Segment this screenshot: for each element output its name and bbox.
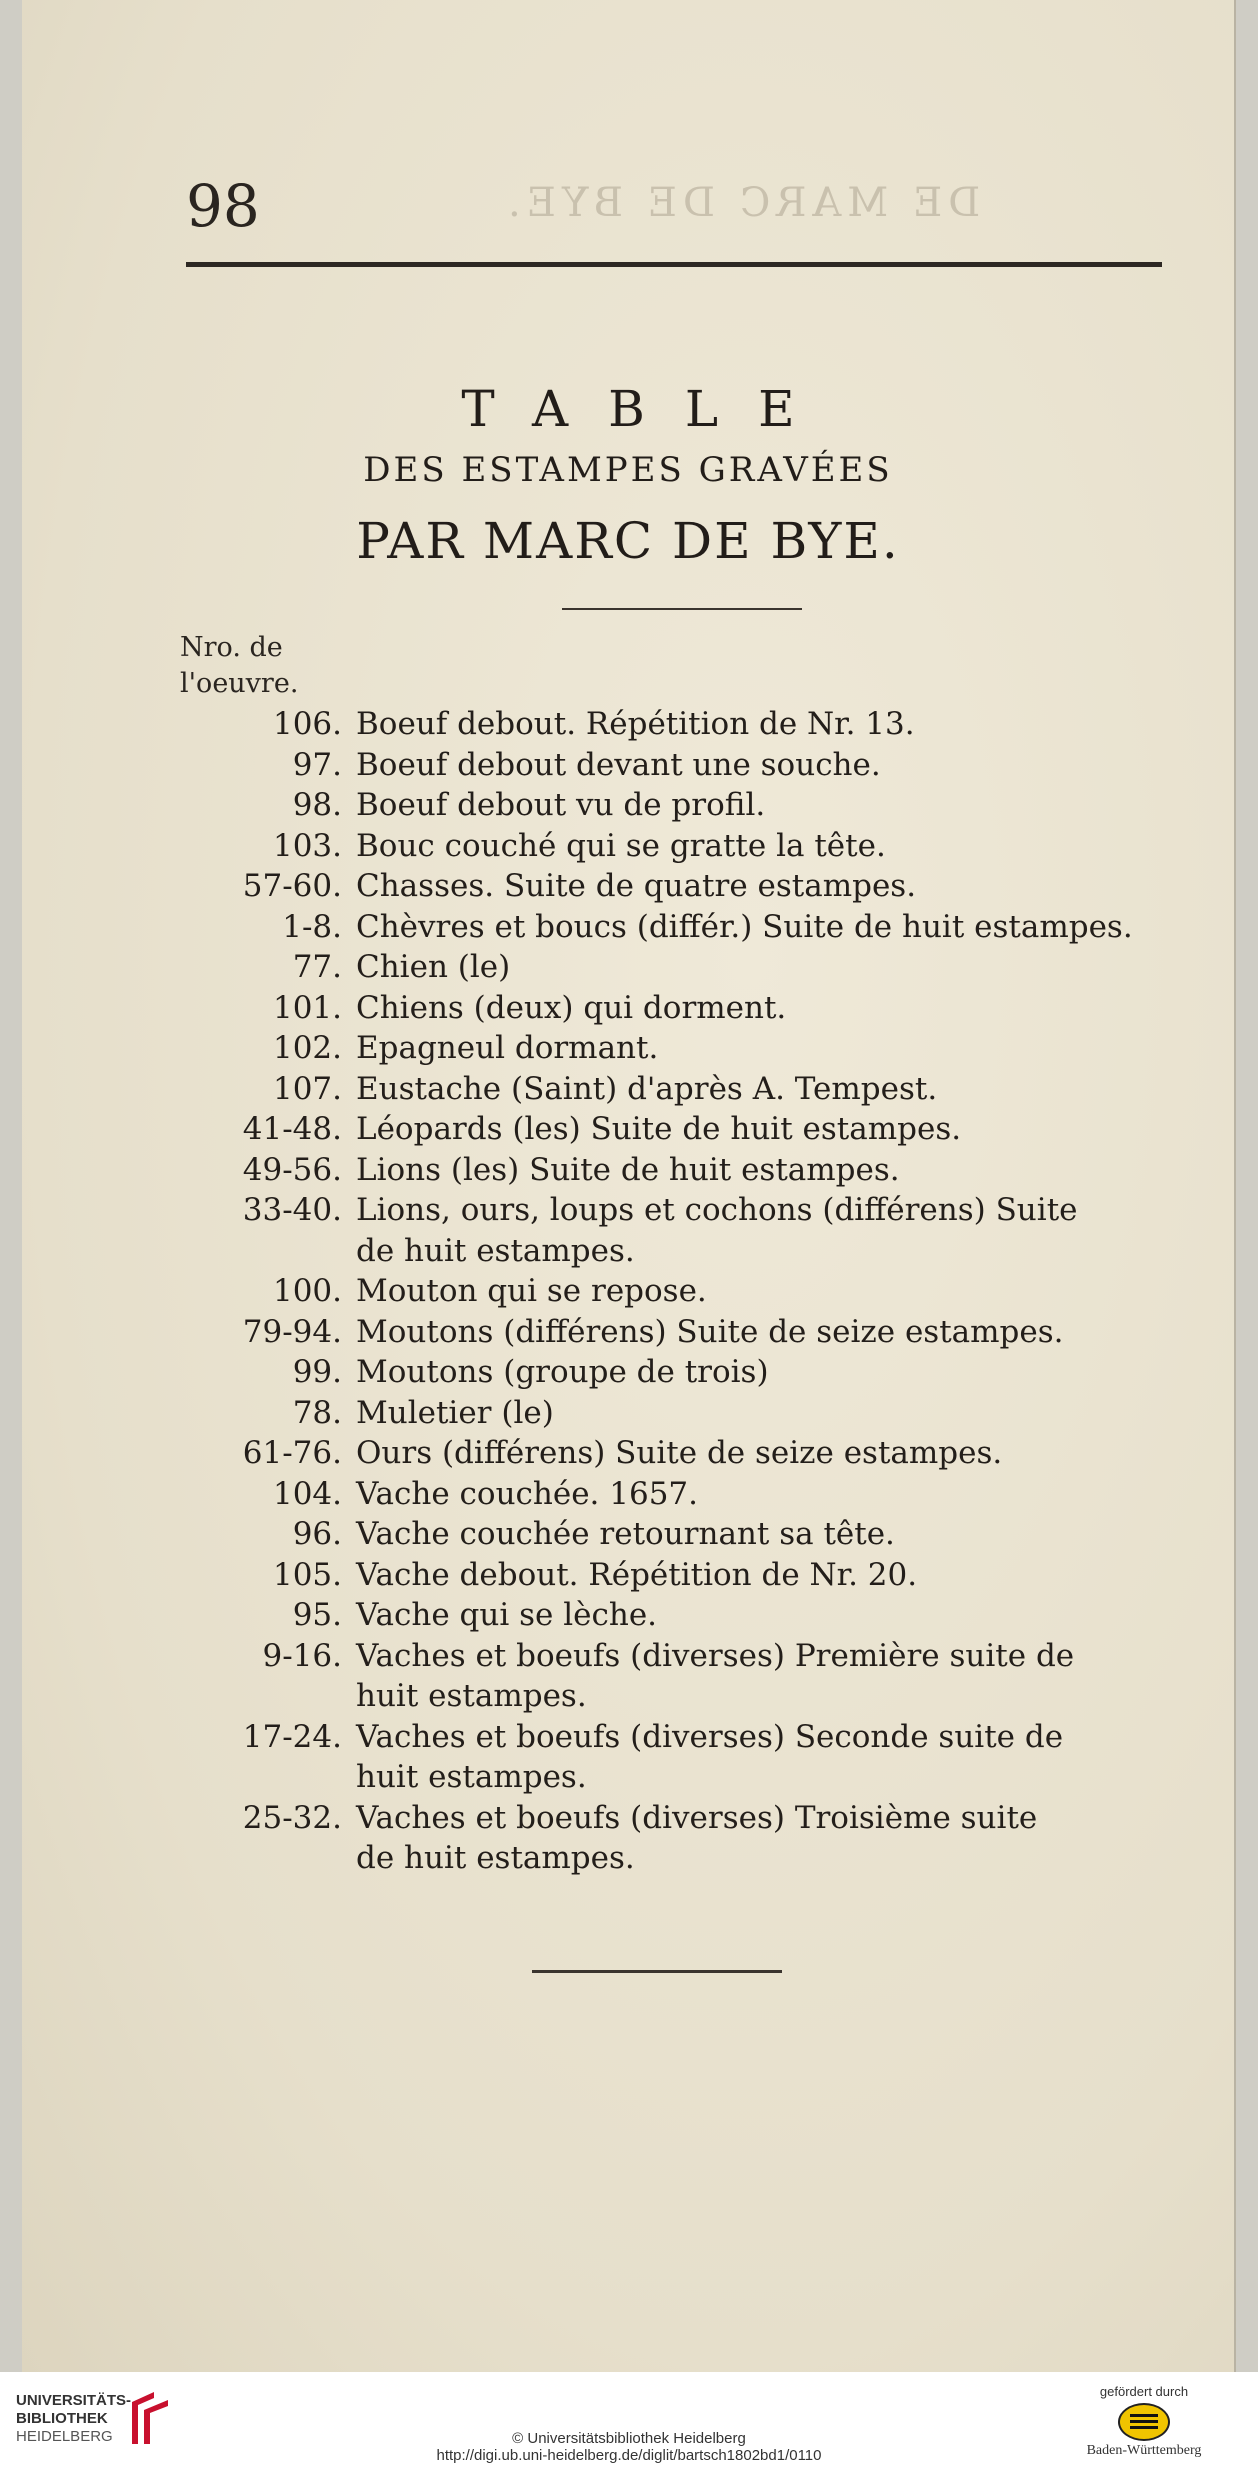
index-entry — [162, 1798, 1202, 1879]
entry-line: Chiens (deux) qui dorment. — [356, 989, 787, 1026]
entry-text — [356, 866, 1202, 907]
entry-text — [356, 1433, 1202, 1474]
entry-number: 101. — [272, 989, 342, 1026]
entry-line: Boeuf debout. Répétition de Nr. 13. — [356, 706, 915, 742]
index-entry — [162, 1150, 1202, 1191]
entry-number: 104. — [272, 1475, 342, 1512]
entry-text — [356, 947, 1202, 988]
index-entry — [162, 866, 1202, 907]
entry-text — [356, 907, 1202, 948]
index-entry — [162, 1595, 1202, 1636]
entry-number: 61-76. — [242, 1435, 342, 1471]
entry-number: 95. — [292, 1597, 342, 1633]
entry-number: 96. — [292, 1516, 342, 1552]
index-entry — [162, 1109, 1202, 1150]
entry-line: Moutons (groupe de trois) — [356, 1354, 769, 1390]
funded-by-label: gefördert durch — [1099, 2384, 1189, 2399]
funder-name: Baden-Württemberg — [1086, 2443, 1202, 2458]
index-entry — [162, 988, 1202, 1029]
entry-number: 17-24. — [242, 1718, 342, 1755]
entry-text — [356, 1717, 1202, 1798]
index-entry — [162, 947, 1202, 988]
entry-line: Vaches et boeufs (diverses) Troisième suite — [356, 1799, 1038, 1836]
entry-text — [356, 1028, 1202, 1069]
entry-line: huit estampes. — [356, 1678, 587, 1714]
book-page — [22, 0, 1236, 2372]
entry-line: Vaches et boeufs (diverses) Première suite de — [356, 1637, 1075, 1674]
index-entry — [162, 1636, 1202, 1717]
entry-number: 98. — [292, 787, 342, 823]
column-header-line2: l'oeuvre. — [180, 668, 299, 699]
entry-number: 102. — [272, 1030, 342, 1066]
bottom-rule — [532, 1970, 782, 1973]
entry-number: 99. — [292, 1354, 342, 1390]
page-subtitle: DES ESTAMPES GRAVÉES — [363, 450, 893, 490]
index-entry — [162, 704, 1202, 745]
entry-line: Mouton qui se repose. — [356, 1273, 707, 1309]
column-header-line1: Nro. de — [180, 632, 283, 663]
library-name-line2: BIBLIOTHEK — [16, 2410, 108, 2427]
entry-number: 103. — [272, 827, 342, 864]
index-entry — [162, 826, 1202, 867]
entry-text — [356, 1595, 1202, 1636]
entry-number: 9-16. — [262, 1637, 342, 1674]
entry-text — [356, 1636, 1202, 1717]
index-entry — [162, 1555, 1202, 1596]
index-entry — [162, 1474, 1202, 1515]
entry-text — [356, 988, 1202, 1029]
copyright-text: © Universitätsbibliothek Heidelberg — [512, 2430, 746, 2447]
entry-number: 57-60. — [242, 868, 342, 904]
entry-number: 106. — [272, 706, 342, 742]
entry-line: Bouc couché qui se gratte la tête. — [356, 827, 886, 864]
library-name-line3: HEIDELBERG — [16, 2428, 113, 2445]
entry-text — [356, 704, 1202, 745]
index-entry — [162, 785, 1202, 826]
index-entry — [162, 1393, 1202, 1434]
entry-text — [356, 1150, 1202, 1191]
entry-number: 78. — [292, 1394, 342, 1431]
entry-number: 1-8. — [282, 908, 342, 945]
library-name-line1: UNIVERSITÄTS- — [16, 2392, 132, 2409]
entry-line: Chasses. Suite de quatre estampes. — [356, 868, 917, 904]
entry-number: 77. — [292, 949, 342, 985]
index-entry — [162, 1433, 1202, 1474]
entry-line: de huit estampes. — [356, 1840, 635, 1876]
entry-line: Moutons (différens) Suite de seize estampes. — [356, 1313, 1064, 1350]
entry-text — [356, 1190, 1202, 1271]
entry-line: de huit estampes. — [356, 1232, 635, 1269]
index-entry — [162, 1514, 1202, 1555]
entry-line: Vache qui se lèche. — [356, 1597, 658, 1633]
entry-line: Vache couchée. 1657. — [356, 1475, 699, 1512]
entry-text — [356, 1555, 1202, 1596]
index-entry — [162, 745, 1202, 786]
state-seal-icon — [1118, 2403, 1170, 2441]
entry-line: Lions, ours, loups et cochons (différens) Suite — [356, 1192, 1078, 1228]
index-list — [162, 704, 1202, 1879]
entry-number: 100. — [272, 1273, 342, 1309]
top-rule — [186, 262, 1162, 267]
index-entry — [162, 1028, 1202, 1069]
entry-text — [356, 1271, 1202, 1312]
index-entry — [162, 1352, 1202, 1393]
entry-number: 79-94. — [242, 1313, 342, 1350]
entry-text — [356, 826, 1202, 867]
index-entry — [162, 1069, 1202, 1110]
entry-line: Lions (les) Suite de huit estampes. — [356, 1151, 900, 1188]
copyright-notice — [0, 2430, 1258, 2464]
index-entry — [162, 1717, 1202, 1798]
entry-number: 49-56. — [242, 1151, 342, 1188]
entry-text — [356, 1474, 1202, 1515]
entry-text — [356, 1312, 1202, 1353]
entry-line: Vache couchée retournant sa tête. — [356, 1516, 895, 1552]
entry-line: huit estampes. — [356, 1759, 587, 1795]
page-number: 98 — [186, 172, 260, 240]
entry-text — [356, 785, 1202, 826]
entry-text — [356, 745, 1202, 786]
entry-line: Epagneul dormant. — [356, 1030, 659, 1066]
entry-text — [356, 1798, 1202, 1879]
index-entry — [162, 1271, 1202, 1312]
entry-text — [356, 1352, 1202, 1393]
entry-text — [356, 1393, 1202, 1434]
entry-line: Muletier (le) — [356, 1394, 554, 1431]
title-divider — [562, 608, 802, 610]
entry-line: Eustache (Saint) d'après A. Tempest. — [356, 1070, 938, 1107]
entry-number: 97. — [292, 746, 342, 783]
funder-block — [1074, 2384, 1214, 2459]
entry-number: 33-40. — [242, 1192, 342, 1228]
bleed-through-running-head: DE MARC DE BYE. — [502, 180, 981, 226]
entry-line: Chèvres et boucs (différ.) Suite de huit estampes. — [356, 908, 1133, 945]
entry-text — [356, 1069, 1202, 1110]
entry-number: 107. — [272, 1070, 342, 1107]
entry-line: Ours (différens) Suite de seize estampes. — [356, 1435, 1003, 1471]
index-entry — [162, 1312, 1202, 1353]
entry-line: Chien (le) — [356, 949, 511, 985]
entry-line: Vache debout. Répétition de Nr. 20. — [356, 1556, 918, 1593]
entry-line: Boeuf debout devant une souche. — [356, 746, 881, 783]
entry-number: 25-32. — [242, 1799, 342, 1836]
index-entry — [162, 907, 1202, 948]
page-subtitle-author: PAR MARC DE BYE. — [356, 512, 900, 570]
entry-text — [356, 1514, 1202, 1555]
page-title: TABLE — [461, 380, 835, 438]
entry-line: Boeuf debout vu de profil. — [356, 787, 766, 823]
source-url-link[interactable]: http://digi.ub.uni-heidelberg.de/diglit/bartsch1802bd1/0110 — [436, 2447, 822, 2464]
entry-number: 41-48. — [242, 1111, 342, 1147]
index-entry — [162, 1190, 1202, 1271]
entry-line: Léopards (les) Suite de huit estampes. — [356, 1111, 962, 1147]
entry-number: 105. — [272, 1556, 342, 1593]
entry-line: Vaches et boeufs (diverses) Seconde suite de — [356, 1718, 1064, 1755]
entry-text — [356, 1109, 1202, 1150]
